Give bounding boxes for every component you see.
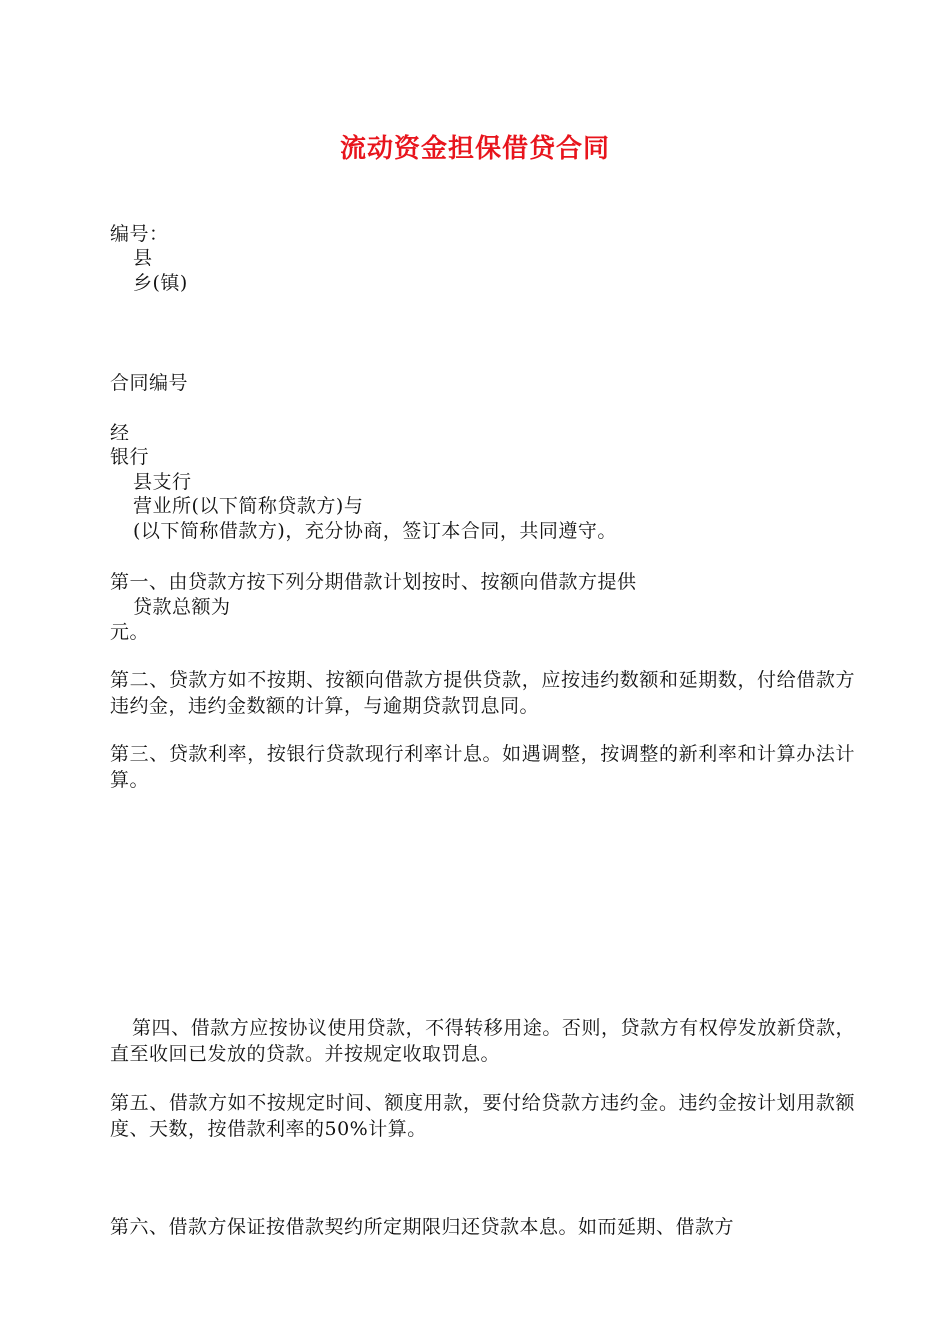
article-3: 第三、贷款利率，按银行贷款现行利率计息。如遇调整，按调整的新利率和计算办法计算。 [110, 743, 855, 791]
party-bank: 银行 [110, 446, 150, 468]
article-1-line-2: 贷款总额为 [133, 596, 231, 618]
number-label: 编号： [110, 223, 169, 245]
article-5: 第五、借款方如不按规定时间、额度用款，要付给贷款方违约金。违约金按计划用款额度、天数，按借款利率的50%计算。 [110, 1092, 855, 1140]
contract-number-label: 合同编号 [110, 372, 189, 394]
party-jing: 经 [110, 422, 130, 444]
article-6: 第六、借款方保证按借款契约所定期限归还贷款本息。如而延期、借款方 [110, 1216, 735, 1238]
party-business-office: 营业所(以下简称贷款方)与 [133, 495, 364, 517]
township-label: 乡(镇) [133, 272, 188, 294]
article-2: 第二、贷款方如不按期、按额向借款方提供贷款，应按违约数额和延期数，付给借款方违约金，违约金数额的计算，与逾期贷款罚息同。 [110, 669, 855, 717]
article-4: 第四、借款方应按协议使用贷款，不得转移用途。否则，贷款方有权停发放新贷款，直至收回已发放的贷款。并按规定收取罚息。 [110, 1017, 855, 1065]
party-county-branch: 县支行 [133, 471, 192, 493]
document-title: 流动资金担保借贷合同 [339, 134, 610, 164]
party-borrower-clause: (以下简称借款方)，充分协商，签订本合同，共同遵守。 [133, 520, 617, 542]
county-label: 县 [133, 247, 153, 269]
article-1-line-1: 第一、由贷款方按下列分期借款计划按时、按额向借款方提供 [110, 571, 637, 593]
article-1-line-3: 元。 [110, 621, 150, 643]
